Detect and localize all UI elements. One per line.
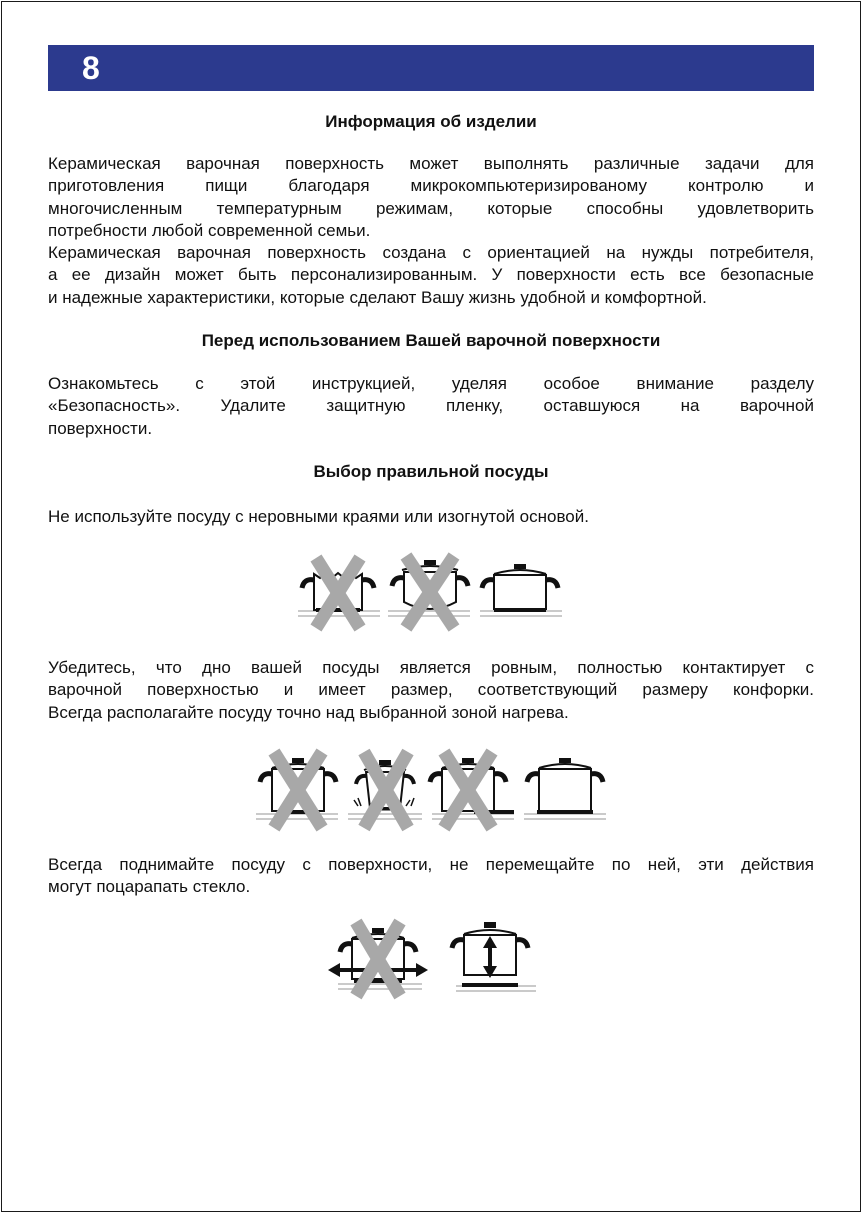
paragraph-no-uneven-pans <box>48 506 814 528</box>
pan-too-small-crossed <box>256 752 338 828</box>
paragraph-product-tasks <box>48 153 814 309</box>
page-number: 8 <box>82 50 100 86</box>
text-line: Убедитесь, что дно вашей посуды является ровным, полностью контактирует с <box>48 658 814 677</box>
text-line: Всегда поднимайте посуду с поверхности, не перемещайте по ней, эти действия <box>48 855 814 874</box>
text-line: приготовления пищи благодаря микрокомпьютеризированому контролю и <box>48 176 814 196</box>
pan-lifting-correct <box>452 922 536 991</box>
heading-before-use: Перед использованием Вашей варочной поверхности <box>201 331 661 350</box>
pan-uneven-edges-crossed <box>298 558 380 628</box>
text-line: варочной поверхностью и имеет размер, соответствующий размеру конфорки. <box>48 680 814 700</box>
figure-uneven-pans <box>290 548 570 634</box>
paragraph-before-use <box>48 373 814 440</box>
text-line: Керамическая варочная поверхность создана с ориентацией на нужды потребителя, <box>48 243 814 263</box>
figure-pan-placement <box>252 748 614 830</box>
text-line: Керамическая варочная поверхность может выполнять различные задачи для <box>48 154 814 173</box>
text-line: Всегда располагайте посуду точно над выбранной зоной нагрева. <box>48 702 569 722</box>
page-header-bar <box>48 45 814 91</box>
figure-lift-pan <box>326 918 542 998</box>
text-line: поверхности. <box>48 418 153 438</box>
text-line: многочисленным температурным режимам, которые способны удовлетворить <box>48 198 814 218</box>
text-line: а ее дизайн может быть персонализированным. У поверхности есть все безопасные <box>48 265 814 285</box>
text-line: «Безопасность». Удалите защитную пленку, оставшуюся на варочной <box>48 396 814 416</box>
pan-correct <box>480 564 562 616</box>
pan-correct-placement <box>524 758 606 819</box>
paragraph-flat-bottom <box>48 657 814 724</box>
pan-overheating-crossed <box>348 752 422 828</box>
text-line: могут поцарапать стекло. <box>48 877 251 897</box>
pan-off-center-crossed <box>430 752 514 828</box>
pan-sliding-crossed <box>328 922 428 996</box>
text-line: потребности любой современной семьи. <box>48 220 371 240</box>
heading-product-info: Информация об изделии <box>325 112 537 131</box>
heading-cookware-choice: Выбор правильной посуды <box>313 462 549 481</box>
text-line: и надежные характеристики, которые сделают Вашу жизнь удобной и комфортной. <box>48 287 707 307</box>
text-line: Не используйте посуду с неровными краями или изогнутой основой. <box>48 507 589 526</box>
text-line: Ознакомьтесь с этой инструкцией, уделяя особое внимание разделу <box>48 374 814 393</box>
pan-curved-base-crossed <box>388 556 470 628</box>
paragraph-lift-pans <box>48 854 814 899</box>
